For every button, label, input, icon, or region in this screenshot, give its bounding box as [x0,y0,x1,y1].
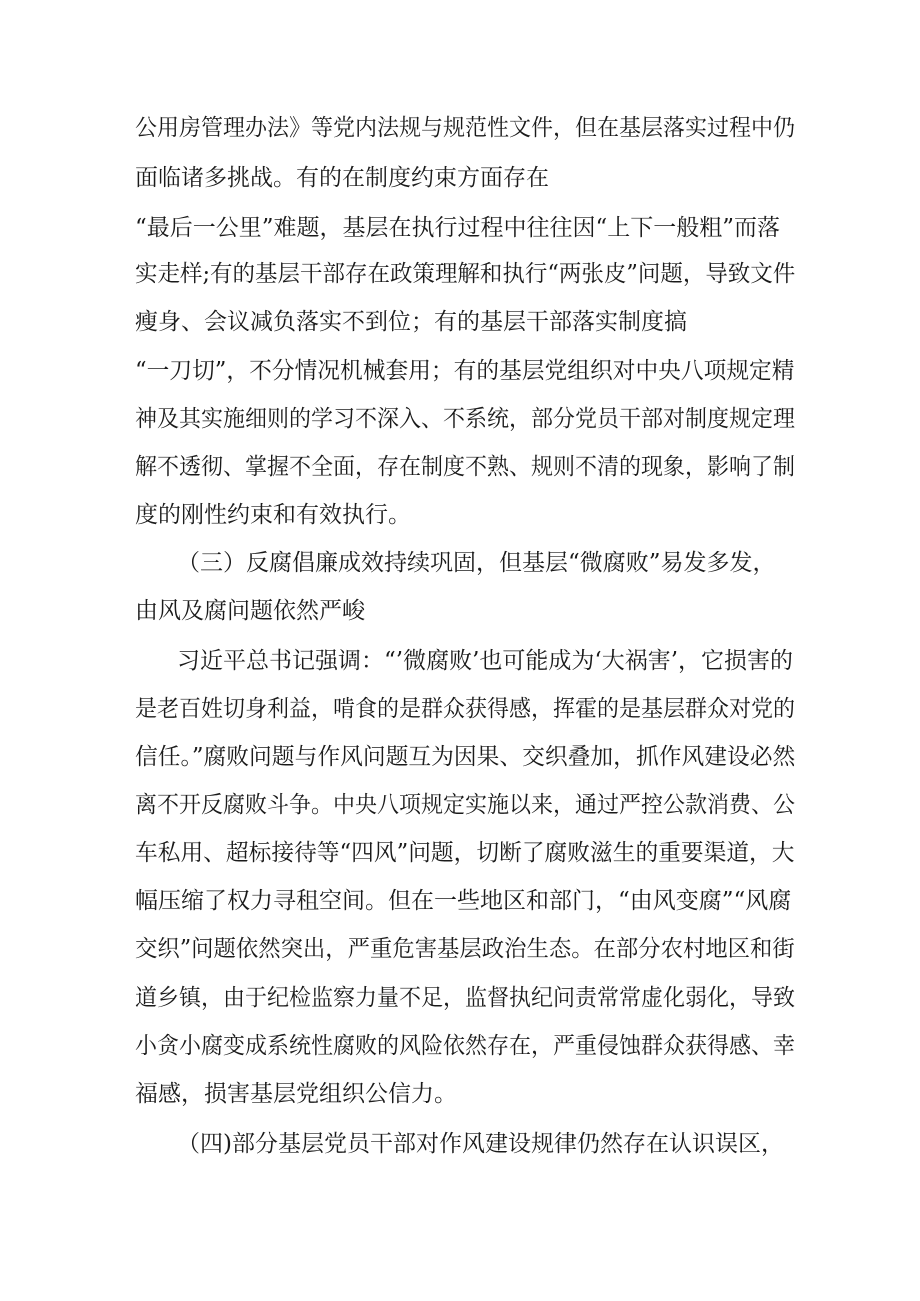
text-line: 度的刚性约束和有效执行。 [135,502,411,528]
text-line: 车私用、超标接待等“四风”问题，切断了腐败滋生的重要渠道，大 [135,840,795,866]
text-line: 实走样;有的基层干部存在政策理解和执行“两张皮”问题，导致文件 [135,261,796,287]
text-line: 幅压缩了权力寻租空间。但在一些地区和部门，“由风变腐”“风腐 [135,888,792,914]
text-line: 离不开反腐败斗争。中央八项规定实施以来，通过严控公款消费、公 [135,792,795,818]
text-line: 瘦身、会议减负落实不到位；有的基层干部落实制度搞 [135,309,687,335]
paragraph-first-line: 习近平总书记强调：“’微腐败’也可能成为‘大祸害’，它损害的 [177,648,794,674]
text-line: “最后一公里”难题，基层在执行过程中往往因“上下一般粗”而落 [135,215,781,241]
text-line: 小贪小腐变成系统性腐败的风险依然存在，严重侵蚀群众获得感、幸 [135,1033,795,1059]
section-heading: （四)部分基层党员干部对作风建设规律仍然存在认识误区， [177,1131,784,1157]
text-line: 神及其实施细则的学习不深入、不系统，部分党员干部对制度规定理 [135,406,795,432]
text-line: 解不透彻、掌握不全面，存在制度不熟、规则不清的现象，影响了制 [135,454,795,480]
text-line: 信任。”腐败问题与作风问题互为因果、交织叠加，抓作风建设必然 [135,744,796,770]
section-heading: （三）反腐倡廉成效持续巩固，但基层“微腐败”易发多发， [177,550,776,576]
text-line: “一刀切”，不分情况机械套用；有的基层党组织对中央八项规定精 [135,358,795,384]
text-line: 面临诸多挑战。有的在制度约束方面存在 [135,165,549,191]
text-line: 道乡镇，由于纪检监察力量不足，监督执纪问责常常虚化弱化，导致 [135,985,795,1011]
text-line: 交织”问题依然突出，严重危害基层政治生态。在部分农村地区和街 [135,936,795,962]
text-line: 是老百姓切身利益，啃食的是群众获得感，挥霍的是基层群众对党的 [135,696,795,722]
section-heading: 由风及腐问题依然严峻 [135,598,365,624]
text-line: 公用房管理办法》等党内法规与规范性文件，但在基层落实过程中仍 [135,115,795,141]
text-line: 福感，损害基层党组织公信力。 [135,1081,457,1107]
